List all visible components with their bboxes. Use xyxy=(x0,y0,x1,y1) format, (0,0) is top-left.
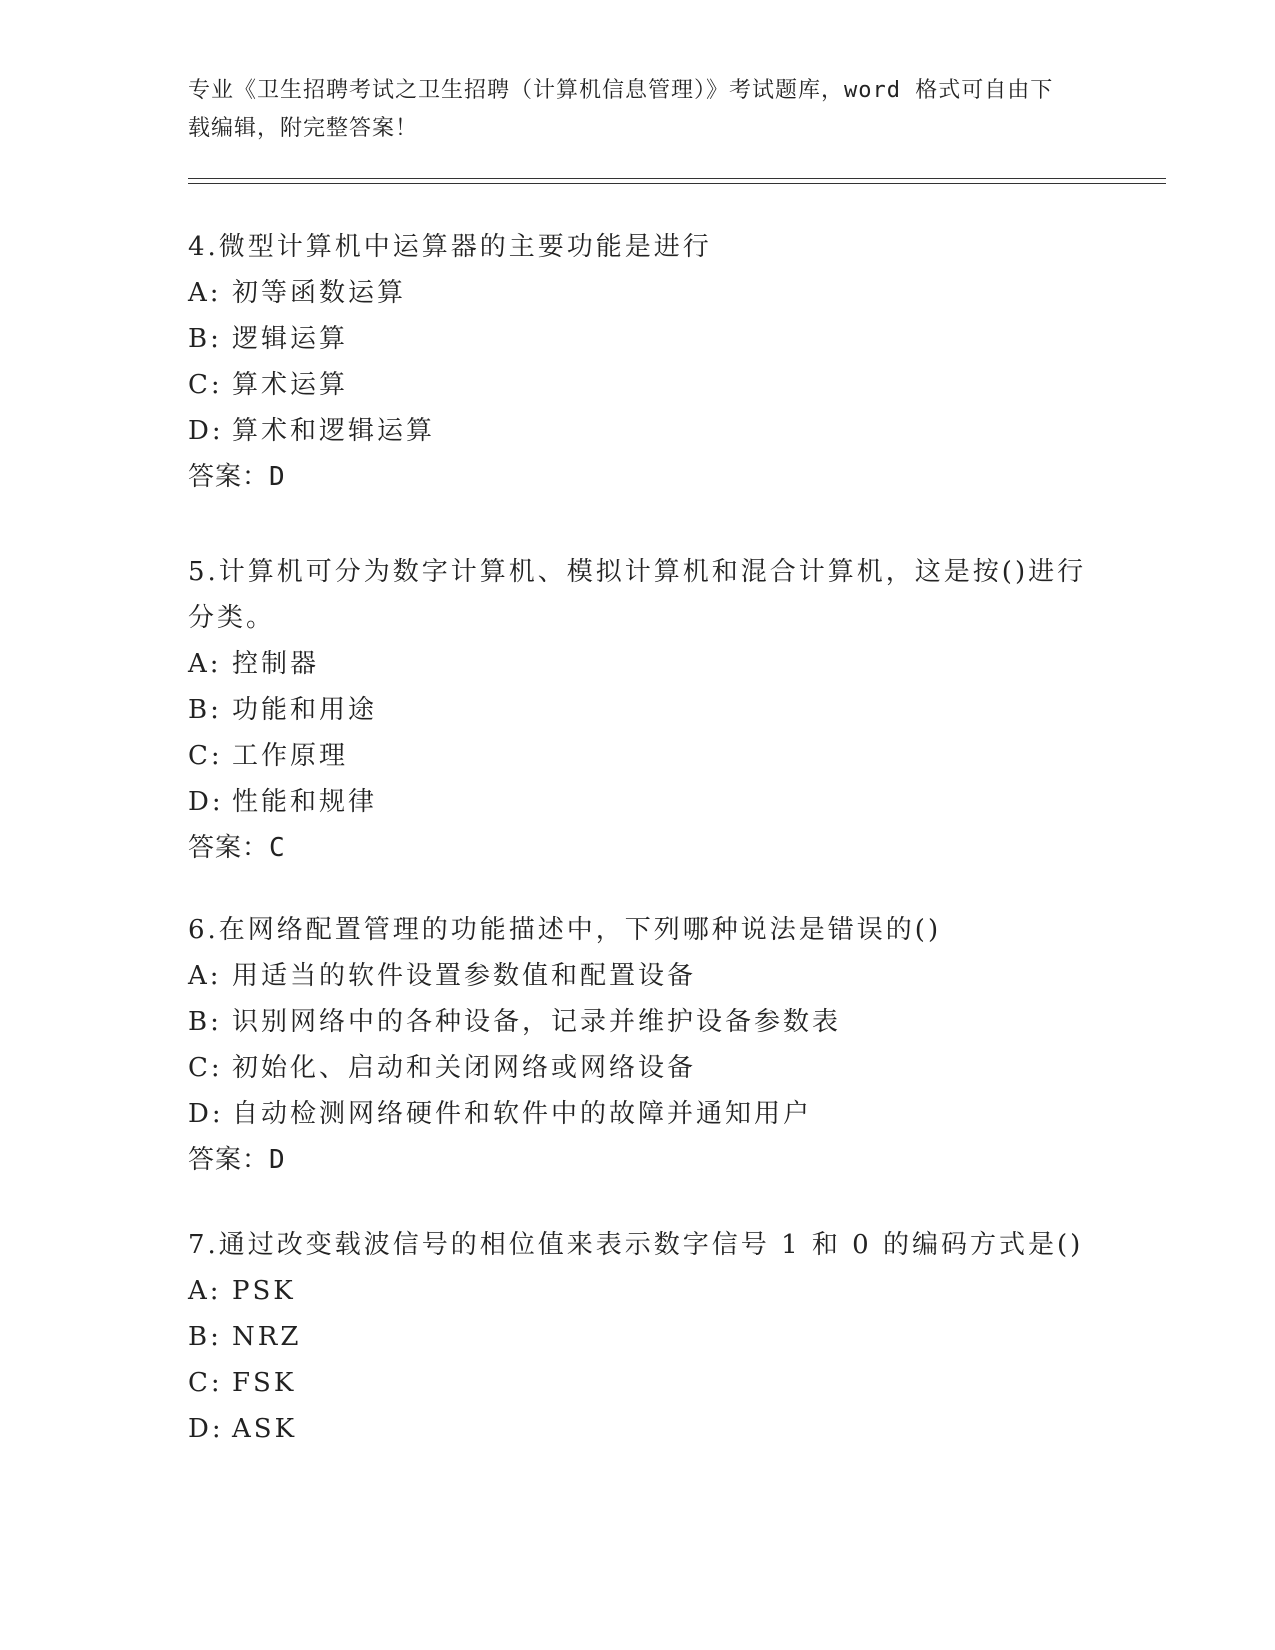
option-letter: B: xyxy=(188,324,222,354)
option-b xyxy=(188,687,1088,733)
option-text: 算术和逻辑运算 xyxy=(232,416,436,446)
option-text: 控制器 xyxy=(232,649,320,679)
option-b xyxy=(188,999,1088,1045)
option-d xyxy=(188,1091,1088,1137)
option-a xyxy=(188,1268,1088,1314)
option-b xyxy=(188,316,1088,362)
question-stem: 5.计算机可分为数字计算机、模拟计算机和混合计算机，这是按()进行分类。 xyxy=(188,557,1087,633)
question-stem: 6.在网络配置管理的功能描述中，下列哪种说法是错误的() xyxy=(188,915,942,945)
question-stem: 4.微型计算机中运算器的主要功能是进行 xyxy=(188,232,712,262)
option-text: PSK xyxy=(232,1276,296,1306)
question-5 xyxy=(188,549,1088,871)
option-letter: C: xyxy=(188,1368,223,1398)
answer-label: 答案： xyxy=(188,462,270,492)
option-text: ASK xyxy=(232,1414,298,1444)
document-header: 专业《卫生招聘考试之卫生招聘（计算机信息管理）》考试题库，word 格式可自由下载编辑，附完整答案！ xyxy=(188,78,1054,141)
answer-label: 答案： xyxy=(188,833,270,863)
answer-value: D xyxy=(269,462,286,492)
question-stem: 7.通过改变载波信号的相位值来表示数字信号 1 和 0 的编码方式是() xyxy=(188,1230,1084,1260)
option-letter: B: xyxy=(188,1007,222,1037)
answer-line xyxy=(188,1137,1088,1183)
answer-label: 答案： xyxy=(188,1145,270,1175)
option-letter: A: xyxy=(188,961,222,991)
option-text: 用适当的软件设置参数值和配置设备 xyxy=(232,961,697,991)
option-c xyxy=(188,362,1088,408)
option-letter: C: xyxy=(188,1053,223,1083)
answer-value: C xyxy=(269,833,286,863)
option-text: NRZ xyxy=(232,1322,302,1352)
option-d xyxy=(188,1406,1088,1452)
question-7 xyxy=(188,1222,1088,1452)
option-letter: B: xyxy=(188,1322,222,1352)
option-letter: D: xyxy=(188,1414,224,1444)
option-letter: D: xyxy=(188,1099,224,1129)
option-text: 自动检测网络硬件和软件中的故障并通知用户 xyxy=(232,1099,813,1129)
option-letter: C: xyxy=(188,370,223,400)
option-text: 识别网络中的各种设备，记录并维护设备参数表 xyxy=(232,1007,842,1037)
option-text: 功能和用途 xyxy=(232,695,378,725)
option-text: 逻辑运算 xyxy=(232,324,349,354)
option-a xyxy=(188,270,1088,316)
question-4 xyxy=(188,224,1088,500)
answer-line xyxy=(188,454,1088,500)
option-d xyxy=(188,408,1088,454)
option-c xyxy=(188,1360,1088,1406)
option-letter: C: xyxy=(188,741,223,771)
option-c xyxy=(188,1045,1088,1091)
option-text: FSK xyxy=(232,1368,297,1398)
answer-value: D xyxy=(269,1145,286,1175)
option-b xyxy=(188,1314,1088,1360)
option-text: 初始化、启动和关闭网络或网络设备 xyxy=(232,1053,697,1083)
question-6 xyxy=(188,907,1088,1183)
option-text: 算术运算 xyxy=(232,370,349,400)
option-d xyxy=(188,779,1088,825)
header-divider-top xyxy=(188,178,1166,179)
header-divider-bottom xyxy=(188,183,1166,184)
option-a xyxy=(188,641,1088,687)
option-letter: D: xyxy=(188,787,224,817)
option-text: 初等函数运算 xyxy=(232,278,407,308)
option-letter: B: xyxy=(188,695,222,725)
option-letter: A: xyxy=(188,649,222,679)
option-c xyxy=(188,733,1088,779)
option-letter: D: xyxy=(188,416,224,446)
option-a xyxy=(188,953,1088,999)
option-text: 性能和规律 xyxy=(232,787,378,817)
option-text: 工作原理 xyxy=(232,741,349,771)
answer-line xyxy=(188,825,1088,871)
option-letter: A: xyxy=(188,1276,222,1306)
option-letter: A: xyxy=(188,278,222,308)
